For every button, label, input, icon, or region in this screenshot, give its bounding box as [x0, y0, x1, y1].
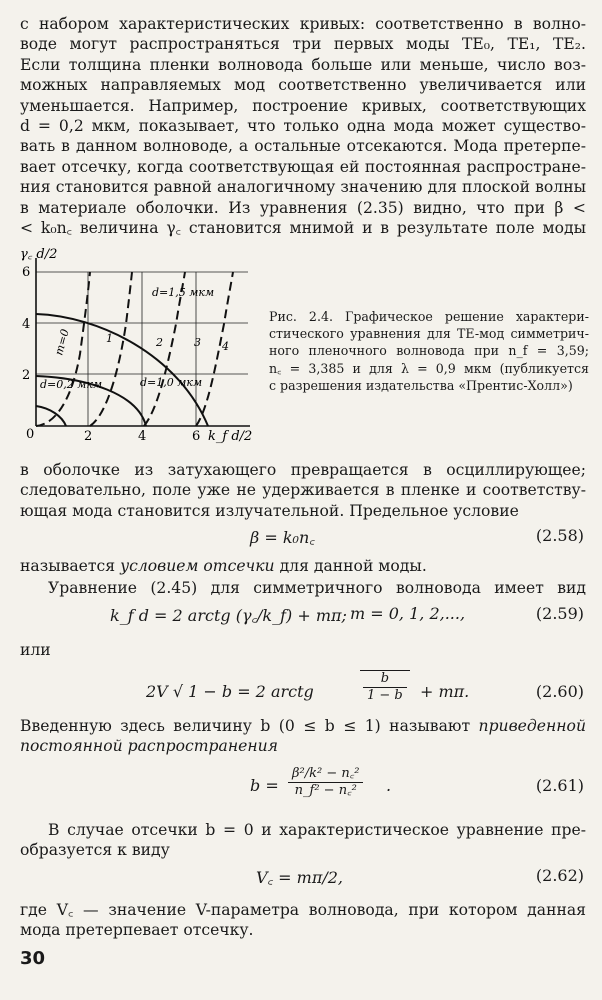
caption-line: n꜀ = 3,385 и для λ = 0,9 мкм (публикуется: [269, 360, 589, 376]
paragraph-symmetric: [48, 578, 586, 598]
y-tick: 2: [22, 368, 31, 383]
equation-number: (2.62): [535, 866, 584, 885]
equation-2-58: [20, 526, 586, 550]
equation-lhs: b =: [250, 776, 279, 795]
caption-line: с разрешения издательства «Прентис-Холл»): [269, 377, 573, 393]
equation-number: (2.59): [535, 604, 584, 623]
equation-2-59: [20, 604, 586, 628]
text-line: ющая мода становится излучательной. Предельное условие: [20, 501, 519, 520]
paragraph-or: [20, 640, 586, 660]
emphasis-term: условием отсечки: [120, 557, 275, 575]
text-line: воде могут распространяться три первых моды TE₀, TE₁, TE₂.: [20, 35, 586, 54]
paragraph-final: [20, 900, 586, 941]
equation-body: β = k₀n꜀: [250, 528, 315, 547]
text-fragment: для данной моды.: [274, 557, 427, 575]
text-line: в материале оболочки. Из уравнения (2.35) видно, что при β <: [20, 198, 586, 217]
text-line: с набором характеристических кривых: соответственно в волно-: [20, 15, 586, 33]
text-fragment: Введенную здесь величину b (0 ≤ b ≤ 1) называют: [20, 717, 479, 735]
paragraph-cutoff-case-2: [20, 840, 586, 860]
emphasis-term: приведенной: [478, 717, 586, 735]
fraction-numerator: b: [363, 671, 407, 688]
y-tick: 0: [26, 427, 35, 442]
x-tick: 2: [84, 429, 93, 444]
equation-body: V꜀ = mπ/2,: [256, 868, 344, 887]
text-line: мода претерпевает отсечку.: [20, 921, 254, 940]
text-line: d = 0,2 мкм, показывает, что только одна мода может существо-: [20, 117, 586, 136]
equation-2-60: [20, 671, 586, 712]
curve-m1: [90, 272, 132, 426]
x-axis-label: k_f d/2: [208, 429, 253, 444]
figure-caption: [269, 308, 589, 394]
text-line: или: [20, 641, 51, 659]
paragraph-top: [20, 14, 586, 238]
equation-lhs: k_f d = 2 arctg (γ꜀/k_f) + mπ;: [110, 606, 347, 625]
text-line: ния становится равной аналогичному значению для плоской волны: [20, 178, 586, 197]
caption-line: ного пленочного волновода при n_f = 3,59;: [269, 343, 589, 359]
text-fragment: называется: [20, 557, 121, 575]
label-m3: 3: [194, 336, 201, 349]
text-line: следовательно, поле уже не удерживается в пленке и соответству-: [20, 481, 586, 500]
text-line: [20, 556, 586, 576]
text-line: можных направляемых мод соответственно увеличивается или: [20, 76, 586, 95]
label-d15: d=1,5 мкм: [152, 286, 215, 299]
text-line: < k₀n꜀ величина γ꜀ становится мнимой и в результате поле моды: [20, 219, 586, 238]
page-number: 30: [20, 948, 46, 969]
emphasis-term: постоянной распространения: [20, 737, 278, 756]
equation-2-61: [20, 766, 586, 810]
equation-number: (2.58): [535, 526, 584, 545]
equation-number: (2.60): [535, 682, 584, 701]
text-line: Если толщина пленки волновода больше или меньше, число воз-: [20, 55, 586, 74]
text-line: образуется к виду: [20, 841, 170, 859]
label-d10: d=1,0 мкм: [140, 376, 203, 389]
label-m1: 1: [106, 332, 113, 345]
fraction-numerator: β²/k² − n꜀²: [288, 766, 363, 783]
x-tick: 6: [192, 429, 201, 444]
text-line: уменьшается. Например, построение кривых, соответствующих: [20, 96, 586, 115]
paragraph-b-intro: [20, 716, 586, 757]
equation-tail: .: [386, 776, 392, 795]
label-m2: 2: [156, 336, 163, 349]
text-line: [20, 716, 586, 736]
y-tick: 4: [22, 317, 31, 332]
equation-rhs: m = 0, 1, 2,...,: [350, 604, 466, 623]
equation-right: + mπ.: [420, 682, 470, 701]
paragraph-cutoff-case: [48, 820, 586, 840]
label-d02: d=0,2 мкм: [40, 378, 103, 391]
equation-fraction: [288, 766, 363, 799]
paragraph-cutoff: [20, 556, 586, 576]
equation-2-62: [20, 866, 586, 890]
text-line: Уравнение (2.45) для симметричного волновода имеет вид: [48, 579, 586, 597]
text-line: В случае отсечки b = 0 и характеристическое уравнение пре-: [48, 821, 586, 839]
y-tick: 6: [22, 265, 31, 280]
text-line: вать в данном волноводе, а остальные отсекаются. Мода претерпе-: [20, 137, 586, 156]
equation-number: (2.61): [535, 776, 584, 795]
text-line: вает отсечку, когда соответствующая ей постоянная распростране-: [20, 157, 586, 176]
text-line: где V꜀ — значение V-параметра волновода, при котором данная: [20, 901, 586, 919]
paragraph-mid: [20, 460, 586, 521]
label-m4: 4: [222, 340, 229, 353]
x-tick: 4: [138, 429, 147, 444]
fraction-denominator: 1 − b: [367, 688, 403, 703]
figure-2-4: [18, 244, 258, 444]
label-m0: m=0: [52, 327, 72, 357]
y-axis-label: γ꜀ d/2: [20, 247, 58, 262]
caption-line: стического уравнения для TE-мод симметрич-: [269, 326, 589, 342]
equation-fraction: [360, 670, 410, 704]
text-line: в оболочке из затухающего превращается в осциллирующее;: [20, 461, 586, 479]
caption-line: Рис. 2.4. Графическое решение характери-: [269, 309, 589, 324]
fraction-denominator: n_f² − n꜀²: [294, 783, 357, 798]
equation-left: 2V √ 1 − b = 2 arctg: [146, 682, 314, 701]
